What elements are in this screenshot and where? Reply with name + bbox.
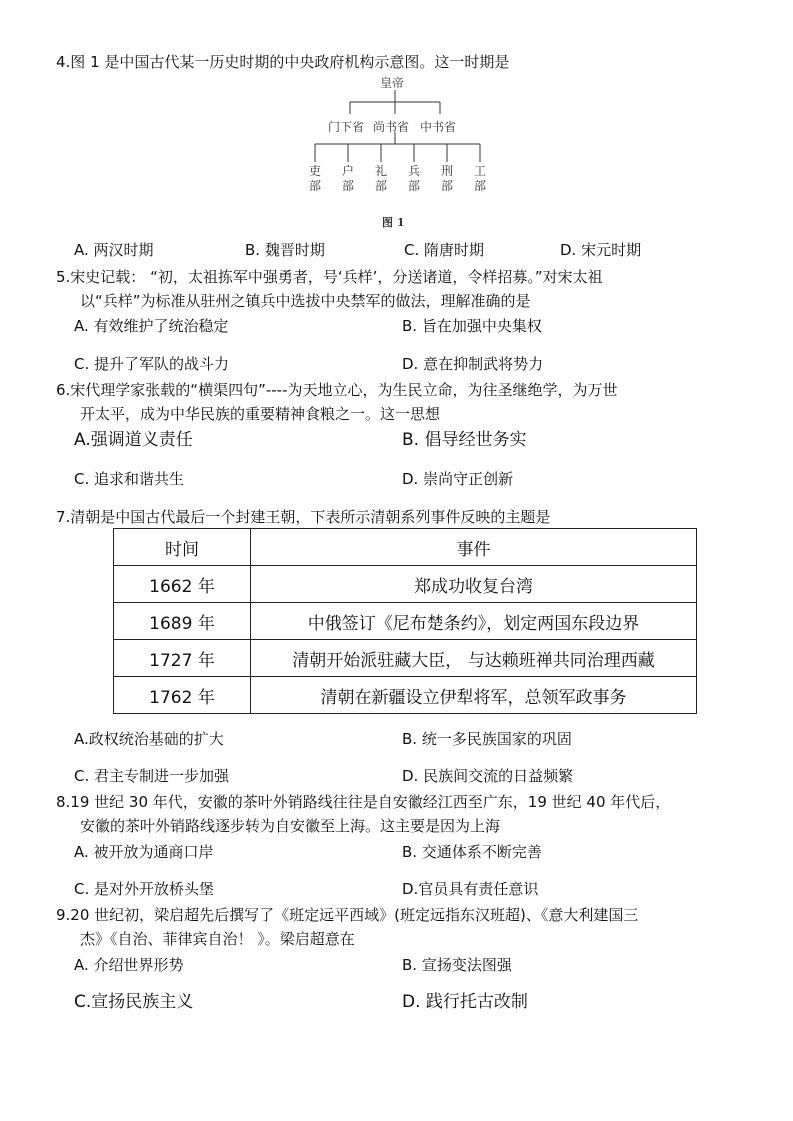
q9-option-c[interactable]: C.宣扬民族主义 [74, 992, 194, 1012]
diagram-shangshu: 尚书省 [373, 120, 410, 134]
q6-option-b[interactable]: B. 倡导经世务实 [402, 430, 527, 450]
diagram-xing-bu: 刑部 [440, 164, 453, 193]
q5-stem-line1: 5.宋史记载： “初，太祖拣军中强勇者，号‘兵样’，分送诸道，令样招募。”对宋太祖 [56, 268, 603, 286]
diagram-emperor: 皇帝 [380, 76, 405, 90]
table-cell-event: 清朝开始派驻藏大臣， 与达赖班禅共同治理西藏 [251, 640, 697, 677]
diagram-bing-bu: 兵部 [407, 164, 420, 193]
table-cell-year: 1662 年 [114, 566, 251, 603]
table-row [114, 603, 697, 640]
q5-stem-line2: 以“兵样”为标准从驻州之镇兵中选拔中央禁军的做法，理解准确的是 [80, 292, 531, 310]
diagram-hu-bu: 户部 [341, 164, 354, 193]
q8-option-d[interactable]: D.官员具有责任意识 [402, 880, 539, 898]
q9-option-b[interactable]: B. 宣扬变法图强 [402, 956, 512, 974]
table-row [114, 640, 697, 677]
q7-option-b[interactable]: B. 统一多民族国家的巩固 [402, 730, 572, 748]
q5-option-c[interactable]: C. 提升了军队的战斗力 [74, 355, 230, 373]
q6-stem-line1: 6.宋代理学家张载的“横渠四句”----为天地立心，为生民立命，为往圣继绝学，为万世 [56, 381, 618, 399]
q4-option-a[interactable]: A. 两汉时期 [74, 241, 154, 259]
diagram-li-bu: 吏部 [308, 164, 321, 193]
q8-option-a[interactable]: A. 被开放为通商口岸 [74, 843, 214, 861]
org-chart-lines [300, 72, 500, 232]
q4-stem: 4.图 1 是中国古代某一历史时期的中央政府机构示意图。这一时期是 [56, 53, 510, 71]
table-cell-event: 清朝在新疆设立伊犁将军，总领军政事务 [251, 677, 697, 714]
q4-option-c[interactable]: C. 隋唐时期 [404, 241, 485, 259]
table-row [114, 677, 697, 714]
q9-option-d[interactable]: D. 践行托古改制 [402, 992, 528, 1012]
table-row [114, 566, 697, 603]
q9-stem-line1: 9.20 世纪初，梁启超先后撰写了《班定远平西域》(班定远指东汉班超)、《意大利建国三 [56, 906, 639, 924]
q8-option-b[interactable]: B. 交通体系不断完善 [402, 843, 542, 861]
q5-option-a[interactable]: A. 有效维护了统治稳定 [74, 317, 229, 335]
table-cell-event: 郑成功收复台湾 [251, 566, 697, 603]
diagram-li-bu-rites: 礼部 [374, 164, 387, 193]
table-cell-year: 1689 年 [114, 603, 251, 640]
diagram-menxia: 门下省 [328, 120, 365, 134]
q7-option-c[interactable]: C. 君主专制进一步加强 [74, 767, 230, 785]
q6-option-a[interactable]: A.强调道义责任 [74, 430, 193, 450]
table-cell-year: 1727 年 [114, 640, 251, 677]
diagram-caption: 图 1 [382, 216, 405, 229]
q4-org-diagram [300, 72, 500, 232]
q6-option-d[interactable]: D. 崇尚守正创新 [402, 470, 514, 488]
q7-stem: 7.清朝是中国古代最后一个封建王朝，下表所示清朝系列事件反映的主题是 [56, 508, 551, 526]
q7-events-table [113, 528, 697, 714]
q8-option-c[interactable]: C. 是对外开放桥头堡 [74, 880, 215, 898]
table-header-time: 时间 [114, 529, 251, 566]
q7-option-d[interactable]: D. 民族间交流的日益频繁 [402, 767, 574, 785]
table-header-event: 事件 [251, 529, 697, 566]
table-cell-year: 1762 年 [114, 677, 251, 714]
diagram-gong-bu: 工部 [473, 164, 486, 193]
q8-stem-line1: 8.19 世纪 30 年代，安徽的茶叶外销路线往往是自安徽经江西至广东，19 世纪 40 年代后， [56, 793, 671, 811]
table-header-row [114, 529, 697, 566]
q5-option-d[interactable]: D. 意在抑制武将势力 [402, 355, 544, 373]
q5-option-b[interactable]: B. 旨在加强中央集权 [402, 317, 542, 335]
q4-option-d[interactable]: D. 宋元时期 [560, 241, 642, 259]
q4-option-b[interactable]: B. 魏晋时期 [245, 241, 325, 259]
q8-stem-line2: 安徽的茶叶外销路线逐步转为自安徽至上海。这主要是因为上海 [80, 817, 501, 835]
q9-stem-line2: 杰》《自治、菲律宾自治！ 》。梁启超意在 [80, 930, 355, 948]
q7-option-a[interactable]: A.政权统治基础的扩大 [74, 730, 224, 748]
q6-option-c[interactable]: C. 追求和谐共生 [74, 470, 185, 488]
diagram-zhongshu: 中书省 [420, 120, 457, 134]
q6-stem-line2: 开太平，成为中华民族的重要精神食粮之一。这一思想 [80, 405, 441, 423]
table-cell-event: 中俄签订《尼布楚条约》，划定两国东段边界 [251, 603, 697, 640]
q9-option-a[interactable]: A. 介绍世界形势 [74, 956, 184, 974]
